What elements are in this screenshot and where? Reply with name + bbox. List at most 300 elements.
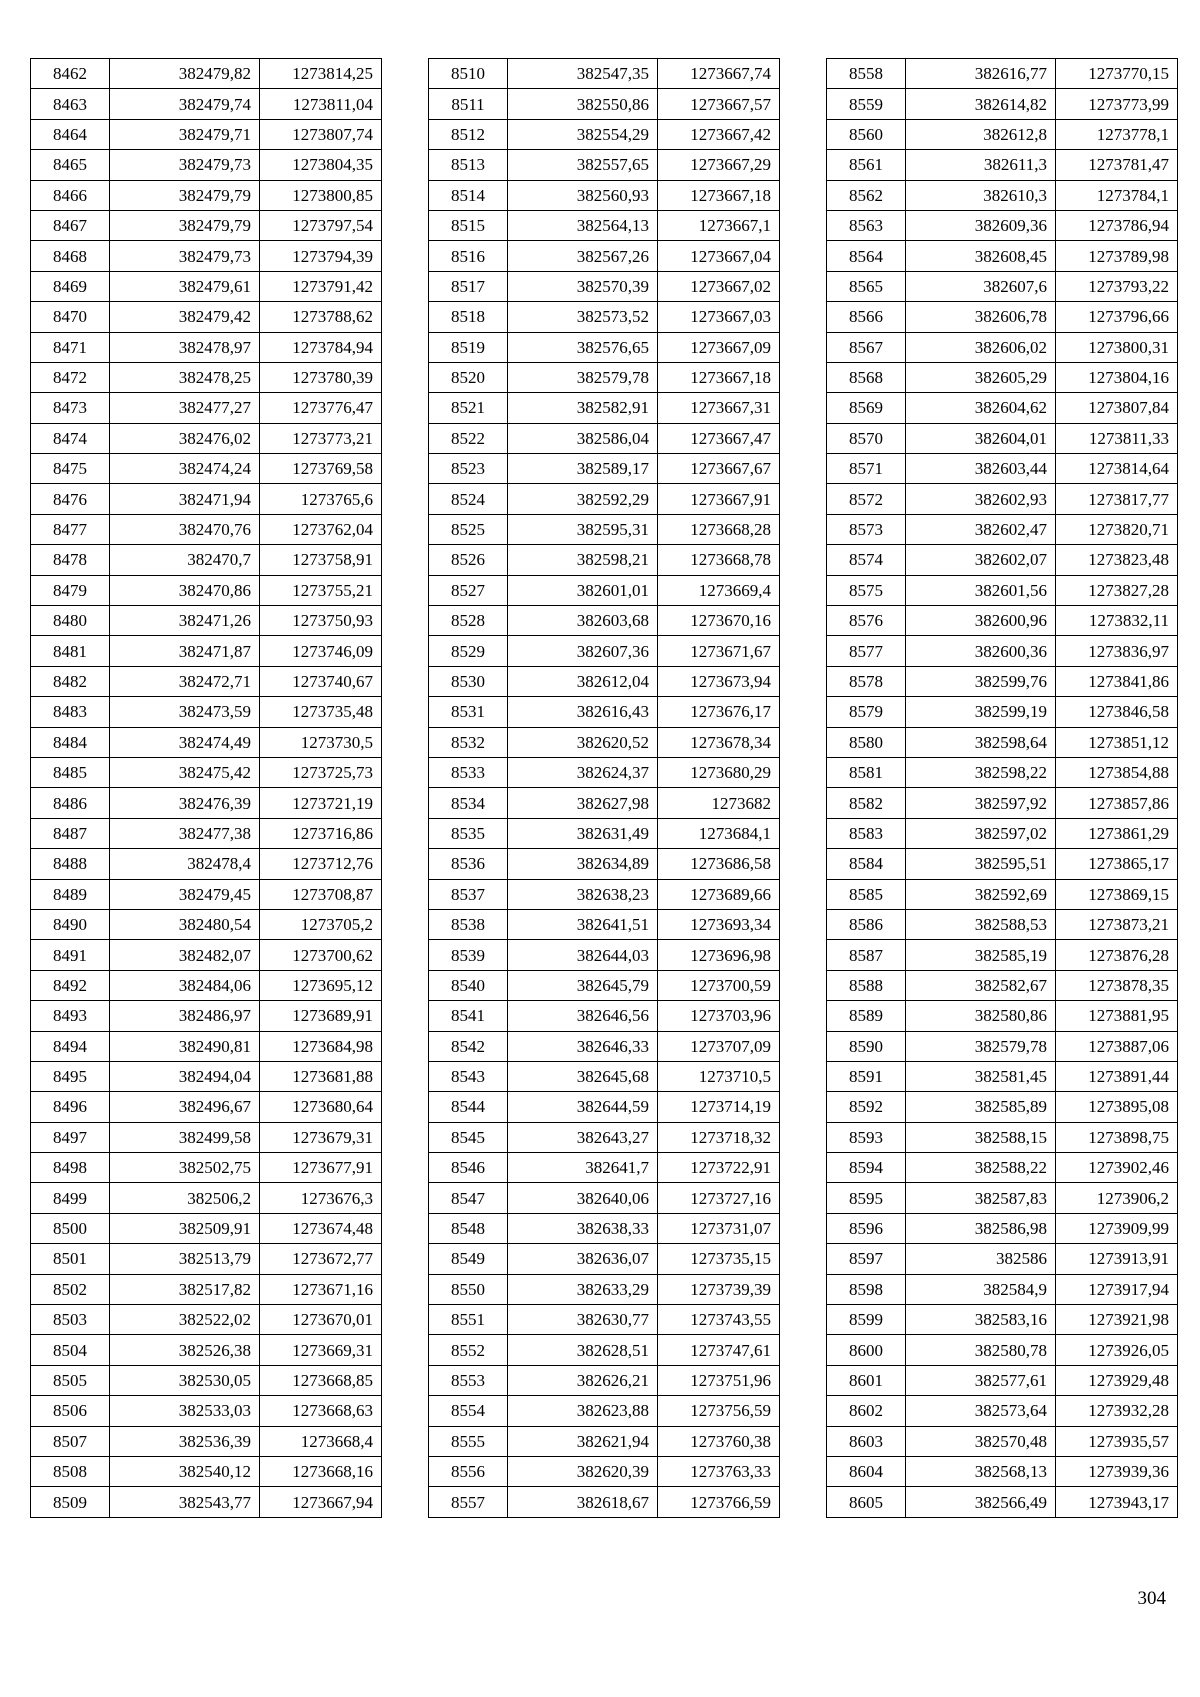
x-coordinate-cell: 382600,36 [906, 636, 1056, 666]
x-coordinate-cell: 382636,07 [508, 1244, 658, 1274]
y-coordinate-cell: 1273814,25 [260, 59, 382, 89]
y-coordinate-cell: 1273718,32 [658, 1122, 780, 1152]
x-coordinate-cell: 382567,26 [508, 241, 658, 271]
y-coordinate-cell: 1273756,59 [658, 1396, 780, 1426]
y-coordinate-cell: 1273887,06 [1056, 1031, 1178, 1061]
table-row [31, 818, 382, 848]
x-coordinate-cell: 382517,82 [110, 1274, 260, 1304]
table-row [429, 1122, 780, 1152]
x-coordinate-cell: 382547,35 [508, 59, 658, 89]
x-coordinate-cell: 382570,48 [906, 1426, 1056, 1456]
point-number-cell: 8565 [827, 271, 906, 301]
point-number-cell: 8570 [827, 423, 906, 453]
table-row [31, 180, 382, 210]
x-coordinate-cell: 382607,36 [508, 636, 658, 666]
y-coordinate-cell: 1273807,74 [260, 119, 382, 149]
y-coordinate-cell: 1273935,57 [1056, 1426, 1178, 1456]
table-row [31, 1001, 382, 1031]
point-number-cell: 8498 [31, 1153, 110, 1183]
point-number-cell: 8469 [31, 271, 110, 301]
table-row [827, 119, 1178, 149]
y-coordinate-cell: 1273689,91 [260, 1001, 382, 1031]
coordinate-table-1 [30, 58, 382, 1518]
x-coordinate-cell: 382603,68 [508, 606, 658, 636]
table-row [429, 302, 780, 332]
table-row [31, 757, 382, 787]
point-number-cell: 8571 [827, 454, 906, 484]
point-number-cell: 8504 [31, 1335, 110, 1365]
table-row [827, 879, 1178, 909]
point-number-cell: 8540 [429, 970, 508, 1000]
point-number-cell: 8499 [31, 1183, 110, 1213]
table-row [827, 1305, 1178, 1335]
y-coordinate-cell: 1273668,85 [260, 1365, 382, 1395]
point-number-cell: 8572 [827, 484, 906, 514]
table-row [429, 1061, 780, 1091]
x-coordinate-cell: 382479,42 [110, 302, 260, 332]
x-coordinate-cell: 382479,73 [110, 241, 260, 271]
y-coordinate-cell: 1273823,48 [1056, 545, 1178, 575]
point-number-cell: 8533 [429, 757, 508, 787]
x-coordinate-cell: 382599,76 [906, 666, 1056, 696]
y-coordinate-cell: 1273700,59 [658, 970, 780, 1000]
x-coordinate-cell: 382631,49 [508, 818, 658, 848]
x-coordinate-cell: 382479,82 [110, 59, 260, 89]
point-number-cell: 8593 [827, 1122, 906, 1152]
y-coordinate-cell: 1273926,05 [1056, 1335, 1178, 1365]
point-number-cell: 8546 [429, 1153, 508, 1183]
y-coordinate-cell: 1273921,98 [1056, 1305, 1178, 1335]
x-coordinate-cell: 382638,23 [508, 879, 658, 909]
table-row [827, 545, 1178, 575]
point-number-cell: 8605 [827, 1487, 906, 1517]
y-coordinate-cell: 1273667,74 [658, 59, 780, 89]
point-number-cell: 8576 [827, 606, 906, 636]
y-coordinate-cell: 1273755,21 [260, 575, 382, 605]
table-row [31, 119, 382, 149]
point-number-cell: 8530 [429, 666, 508, 696]
y-coordinate-cell: 1273780,39 [260, 362, 382, 392]
point-number-cell: 8554 [429, 1396, 508, 1426]
point-number-cell: 8527 [429, 575, 508, 605]
point-number-cell: 8515 [429, 210, 508, 240]
x-coordinate-cell: 382479,61 [110, 271, 260, 301]
x-coordinate-cell: 382473,59 [110, 697, 260, 727]
y-coordinate-cell: 1273700,62 [260, 940, 382, 970]
table-row [429, 909, 780, 939]
x-coordinate-cell: 382588,15 [906, 1122, 1056, 1152]
point-number-cell: 8521 [429, 393, 508, 423]
point-number-cell: 8529 [429, 636, 508, 666]
y-coordinate-cell: 1273670,01 [260, 1305, 382, 1335]
x-coordinate-cell: 382579,78 [508, 362, 658, 392]
y-coordinate-cell: 1273743,55 [658, 1305, 780, 1335]
y-coordinate-cell: 1273902,46 [1056, 1153, 1178, 1183]
y-coordinate-cell: 1273684,1 [658, 818, 780, 848]
coordinate-table-3 [826, 58, 1178, 1518]
point-number-cell: 8544 [429, 1092, 508, 1122]
y-coordinate-cell: 1273784,94 [260, 332, 382, 362]
point-number-cell: 8488 [31, 849, 110, 879]
y-coordinate-cell: 1273667,42 [658, 119, 780, 149]
table-row [31, 909, 382, 939]
point-number-cell: 8573 [827, 514, 906, 544]
point-number-cell: 8597 [827, 1244, 906, 1274]
x-coordinate-cell: 382616,43 [508, 697, 658, 727]
table-row [429, 1426, 780, 1456]
point-number-cell: 8539 [429, 940, 508, 970]
point-number-cell: 8584 [827, 849, 906, 879]
point-number-cell: 8523 [429, 454, 508, 484]
x-coordinate-cell: 382588,53 [906, 909, 1056, 939]
point-number-cell: 8482 [31, 666, 110, 696]
table-row [429, 879, 780, 909]
x-coordinate-cell: 382513,79 [110, 1244, 260, 1274]
y-coordinate-cell: 1273677,91 [260, 1153, 382, 1183]
x-coordinate-cell: 382479,79 [110, 180, 260, 210]
point-number-cell: 8566 [827, 302, 906, 332]
table-row [429, 818, 780, 848]
y-coordinate-cell: 1273669,31 [260, 1335, 382, 1365]
x-coordinate-cell: 382560,93 [508, 180, 658, 210]
x-coordinate-cell: 382494,04 [110, 1061, 260, 1091]
table-row [429, 180, 780, 210]
point-number-cell: 8465 [31, 150, 110, 180]
y-coordinate-cell: 1273722,91 [658, 1153, 780, 1183]
point-number-cell: 8577 [827, 636, 906, 666]
y-coordinate-cell: 1273747,61 [658, 1335, 780, 1365]
y-coordinate-cell: 1273740,67 [260, 666, 382, 696]
point-number-cell: 8507 [31, 1426, 110, 1456]
point-number-cell: 8592 [827, 1092, 906, 1122]
point-number-cell: 8497 [31, 1122, 110, 1152]
table-row [429, 606, 780, 636]
y-coordinate-cell: 1273667,1 [658, 210, 780, 240]
y-coordinate-cell: 1273939,36 [1056, 1456, 1178, 1486]
y-coordinate-cell: 1273865,17 [1056, 849, 1178, 879]
point-number-cell: 8564 [827, 241, 906, 271]
y-coordinate-cell: 1273693,34 [658, 909, 780, 939]
table-row [31, 1274, 382, 1304]
x-coordinate-cell: 382522,02 [110, 1305, 260, 1335]
x-coordinate-cell: 382611,3 [906, 150, 1056, 180]
point-number-cell: 8467 [31, 210, 110, 240]
x-coordinate-cell: 382621,94 [508, 1426, 658, 1456]
table-row [31, 1305, 382, 1335]
table-row [31, 940, 382, 970]
y-coordinate-cell: 1273841,86 [1056, 666, 1178, 696]
table-row [827, 1061, 1178, 1091]
point-number-cell: 8485 [31, 757, 110, 787]
x-coordinate-cell: 382482,07 [110, 940, 260, 970]
table-row [31, 332, 382, 362]
point-number-cell: 8483 [31, 697, 110, 727]
point-number-cell: 8500 [31, 1213, 110, 1243]
x-coordinate-cell: 382583,16 [906, 1305, 1056, 1335]
table-row [31, 575, 382, 605]
x-coordinate-cell: 382645,68 [508, 1061, 658, 1091]
point-number-cell: 8509 [31, 1487, 110, 1517]
x-coordinate-cell: 382602,47 [906, 514, 1056, 544]
y-coordinate-cell: 1273668,78 [658, 545, 780, 575]
y-coordinate-cell: 1273906,2 [1056, 1183, 1178, 1213]
table-row [827, 1183, 1178, 1213]
x-coordinate-cell: 382612,04 [508, 666, 658, 696]
x-coordinate-cell: 382479,71 [110, 119, 260, 149]
y-coordinate-cell: 1273854,88 [1056, 757, 1178, 787]
point-number-cell: 8519 [429, 332, 508, 362]
table-row [827, 575, 1178, 605]
table-row [827, 970, 1178, 1000]
y-coordinate-cell: 1273680,29 [658, 757, 780, 787]
point-number-cell: 8587 [827, 940, 906, 970]
y-coordinate-cell: 1273686,58 [658, 849, 780, 879]
table-row [429, 1153, 780, 1183]
table-row [429, 484, 780, 514]
table-row [31, 514, 382, 544]
table-row [31, 606, 382, 636]
y-coordinate-cell: 1273804,16 [1056, 362, 1178, 392]
y-coordinate-cell: 1273667,67 [658, 454, 780, 484]
y-coordinate-cell: 1273708,87 [260, 879, 382, 909]
y-coordinate-cell: 1273714,19 [658, 1092, 780, 1122]
point-number-cell: 8506 [31, 1396, 110, 1426]
x-coordinate-cell: 382474,49 [110, 727, 260, 757]
table-row [429, 1031, 780, 1061]
y-coordinate-cell: 1273667,18 [658, 180, 780, 210]
table-row [31, 697, 382, 727]
x-coordinate-cell: 382554,29 [508, 119, 658, 149]
table-row [429, 1396, 780, 1426]
x-coordinate-cell: 382577,61 [906, 1365, 1056, 1395]
x-coordinate-cell: 382484,06 [110, 970, 260, 1000]
y-coordinate-cell: 1273703,96 [658, 1001, 780, 1031]
point-number-cell: 8479 [31, 575, 110, 605]
table-row [827, 1001, 1178, 1031]
x-coordinate-cell: 382597,02 [906, 818, 1056, 848]
x-coordinate-cell: 382582,67 [906, 970, 1056, 1000]
point-number-cell: 8470 [31, 302, 110, 332]
table-row [429, 849, 780, 879]
x-coordinate-cell: 382595,51 [906, 849, 1056, 879]
point-number-cell: 8481 [31, 636, 110, 666]
y-coordinate-cell: 1273667,18 [658, 362, 780, 392]
table-row [31, 423, 382, 453]
y-coordinate-cell: 1273814,64 [1056, 454, 1178, 484]
table-row [827, 909, 1178, 939]
x-coordinate-cell: 382576,65 [508, 332, 658, 362]
point-number-cell: 8473 [31, 393, 110, 423]
y-coordinate-cell: 1273800,31 [1056, 332, 1178, 362]
x-coordinate-cell: 382646,56 [508, 1001, 658, 1031]
x-coordinate-cell: 382595,31 [508, 514, 658, 544]
table-row [827, 757, 1178, 787]
y-coordinate-cell: 1273668,16 [260, 1456, 382, 1486]
table-body [429, 59, 780, 1518]
table-row [31, 879, 382, 909]
table-row [429, 666, 780, 696]
x-coordinate-cell: 382580,86 [906, 1001, 1056, 1031]
y-coordinate-cell: 1273794,39 [260, 241, 382, 271]
point-number-cell: 8474 [31, 423, 110, 453]
table-row [31, 1092, 382, 1122]
point-number-cell: 8574 [827, 545, 906, 575]
table-row [827, 454, 1178, 484]
x-coordinate-cell: 382479,74 [110, 89, 260, 119]
table-row [429, 210, 780, 240]
y-coordinate-cell: 1273766,59 [658, 1487, 780, 1517]
y-coordinate-cell: 1273716,86 [260, 818, 382, 848]
table-row [31, 1335, 382, 1365]
point-number-cell: 8538 [429, 909, 508, 939]
y-coordinate-cell: 1273878,35 [1056, 970, 1178, 1000]
y-coordinate-cell: 1273788,62 [260, 302, 382, 332]
table-row [827, 241, 1178, 271]
y-coordinate-cell: 1273796,66 [1056, 302, 1178, 332]
x-coordinate-cell: 382620,52 [508, 727, 658, 757]
point-number-cell: 8551 [429, 1305, 508, 1335]
y-coordinate-cell: 1273791,42 [260, 271, 382, 301]
point-number-cell: 8578 [827, 666, 906, 696]
point-number-cell: 8552 [429, 1335, 508, 1365]
point-number-cell: 8543 [429, 1061, 508, 1091]
table-row [827, 1092, 1178, 1122]
x-coordinate-cell: 382471,26 [110, 606, 260, 636]
y-coordinate-cell: 1273695,12 [260, 970, 382, 1000]
point-number-cell: 8557 [429, 1487, 508, 1517]
y-coordinate-cell: 1273670,16 [658, 606, 780, 636]
table-row [429, 788, 780, 818]
table-row [429, 1092, 780, 1122]
x-coordinate-cell: 382623,88 [508, 1396, 658, 1426]
point-number-cell: 8595 [827, 1183, 906, 1213]
table-row [31, 150, 382, 180]
x-coordinate-cell: 382604,62 [906, 393, 1056, 423]
x-coordinate-cell: 382581,45 [906, 1061, 1056, 1091]
y-coordinate-cell: 1273811,33 [1056, 423, 1178, 453]
x-coordinate-cell: 382475,42 [110, 757, 260, 787]
y-coordinate-cell: 1273929,48 [1056, 1365, 1178, 1395]
table-row [827, 150, 1178, 180]
x-coordinate-cell: 382646,33 [508, 1031, 658, 1061]
table-row [429, 940, 780, 970]
table-row [429, 271, 780, 301]
table-row [31, 1153, 382, 1183]
point-number-cell: 8556 [429, 1456, 508, 1486]
table-row [827, 1122, 1178, 1152]
y-coordinate-cell: 1273731,07 [658, 1213, 780, 1243]
table-row [31, 89, 382, 119]
point-number-cell: 8520 [429, 362, 508, 392]
table-row [429, 545, 780, 575]
x-coordinate-cell: 382586,04 [508, 423, 658, 453]
y-coordinate-cell: 1273721,19 [260, 788, 382, 818]
table-row [827, 1274, 1178, 1304]
x-coordinate-cell: 382624,37 [508, 757, 658, 787]
y-coordinate-cell: 1273876,28 [1056, 940, 1178, 970]
point-number-cell: 8600 [827, 1335, 906, 1365]
y-coordinate-cell: 1273671,16 [260, 1274, 382, 1304]
y-coordinate-cell: 1273804,35 [260, 150, 382, 180]
y-coordinate-cell: 1273667,57 [658, 89, 780, 119]
point-number-cell: 8582 [827, 788, 906, 818]
table-row [31, 59, 382, 89]
table-row [429, 514, 780, 544]
x-coordinate-cell: 382644,59 [508, 1092, 658, 1122]
y-coordinate-cell: 1273712,76 [260, 849, 382, 879]
point-number-cell: 8525 [429, 514, 508, 544]
x-coordinate-cell: 382506,2 [110, 1183, 260, 1213]
y-coordinate-cell: 1273746,09 [260, 636, 382, 666]
point-number-cell: 8542 [429, 1031, 508, 1061]
table-row [827, 302, 1178, 332]
x-coordinate-cell: 382588,22 [906, 1153, 1056, 1183]
table-row [827, 1396, 1178, 1426]
point-number-cell: 8517 [429, 271, 508, 301]
table-row [31, 666, 382, 696]
y-coordinate-cell: 1273820,71 [1056, 514, 1178, 544]
y-coordinate-cell: 1273667,94 [260, 1487, 382, 1517]
y-coordinate-cell: 1273769,58 [260, 454, 382, 484]
point-number-cell: 8508 [31, 1456, 110, 1486]
table-row [429, 1365, 780, 1395]
y-coordinate-cell: 1273750,93 [260, 606, 382, 636]
table-row [31, 210, 382, 240]
x-coordinate-cell: 382476,02 [110, 423, 260, 453]
y-coordinate-cell: 1273669,4 [658, 575, 780, 605]
point-number-cell: 8541 [429, 1001, 508, 1031]
x-coordinate-cell: 382540,12 [110, 1456, 260, 1486]
x-coordinate-cell: 382486,97 [110, 1001, 260, 1031]
x-coordinate-cell: 382573,52 [508, 302, 658, 332]
x-coordinate-cell: 382470,76 [110, 514, 260, 544]
x-coordinate-cell: 382598,64 [906, 727, 1056, 757]
y-coordinate-cell: 1273758,91 [260, 545, 382, 575]
x-coordinate-cell: 382479,73 [110, 150, 260, 180]
x-coordinate-cell: 382526,38 [110, 1335, 260, 1365]
point-number-cell: 8583 [827, 818, 906, 848]
x-coordinate-cell: 382634,89 [508, 849, 658, 879]
x-coordinate-cell: 382564,13 [508, 210, 658, 240]
table-row [827, 1244, 1178, 1274]
y-coordinate-cell: 1273778,1 [1056, 119, 1178, 149]
x-coordinate-cell: 382616,77 [906, 59, 1056, 89]
x-coordinate-cell: 382471,87 [110, 636, 260, 666]
table-row [429, 1487, 780, 1517]
point-number-cell: 8494 [31, 1031, 110, 1061]
x-coordinate-cell: 382627,98 [508, 788, 658, 818]
y-coordinate-cell: 1273776,47 [260, 393, 382, 423]
x-coordinate-cell: 382536,39 [110, 1426, 260, 1456]
y-coordinate-cell: 1273689,66 [658, 879, 780, 909]
table-row [827, 697, 1178, 727]
x-coordinate-cell: 382474,24 [110, 454, 260, 484]
point-number-cell: 8495 [31, 1061, 110, 1091]
point-number-cell: 8492 [31, 970, 110, 1000]
point-number-cell: 8472 [31, 362, 110, 392]
y-coordinate-cell: 1273851,12 [1056, 727, 1178, 757]
x-coordinate-cell: 382470,7 [110, 545, 260, 575]
table-row [429, 727, 780, 757]
point-number-cell: 8493 [31, 1001, 110, 1031]
x-coordinate-cell: 382470,86 [110, 575, 260, 605]
point-number-cell: 8545 [429, 1122, 508, 1152]
table-row [827, 1335, 1178, 1365]
coordinate-table-2 [428, 58, 780, 1518]
point-number-cell: 8522 [429, 423, 508, 453]
point-number-cell: 8537 [429, 879, 508, 909]
point-number-cell: 8503 [31, 1305, 110, 1335]
